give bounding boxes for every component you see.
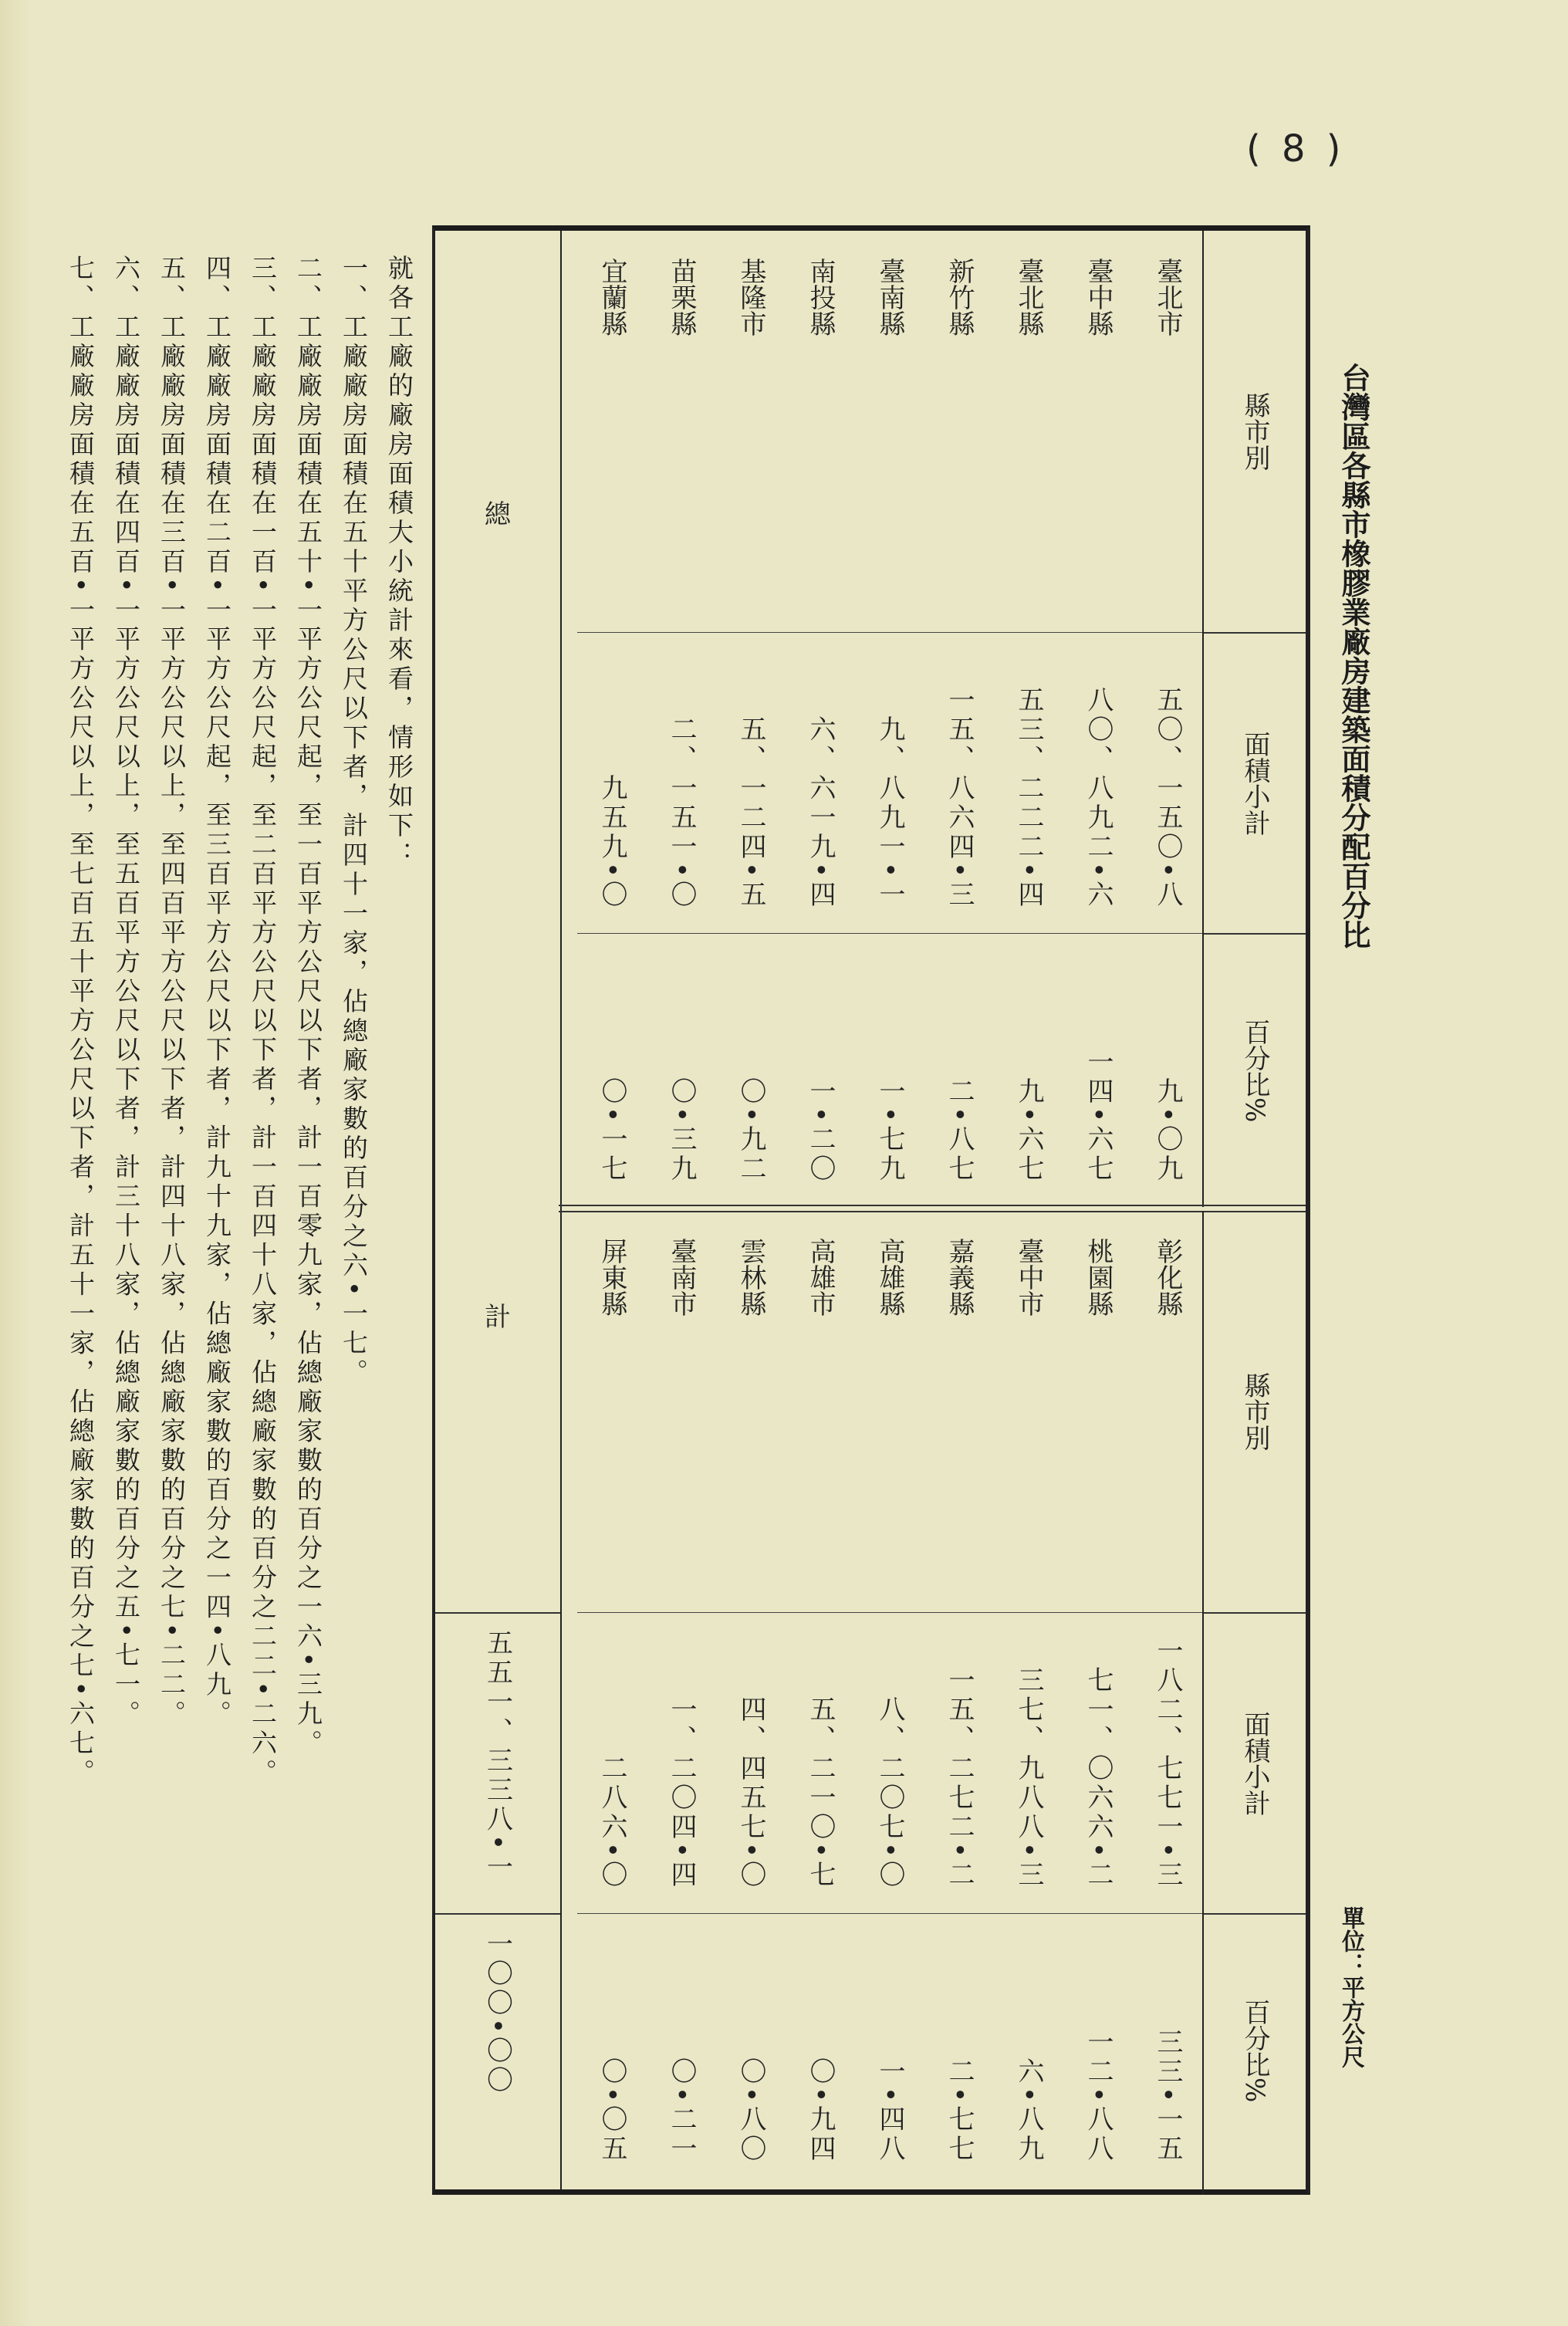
table-row (924, 231, 994, 1207)
table-row (786, 231, 855, 1207)
table-row (924, 1211, 994, 2195)
area-value: 六、六一九•四 (786, 632, 855, 933)
percent-value: 一•四八 (855, 1913, 924, 2187)
area-value: 一五、二七二•二 (924, 1612, 994, 1913)
region-name: 臺南縣 (874, 258, 905, 336)
region-name: 高雄市 (805, 1238, 836, 1317)
table-row (577, 231, 647, 1207)
percent-value: 〇•九四 (786, 1913, 855, 2187)
table-row (786, 1211, 855, 2195)
percent-value: 〇•九二 (716, 933, 786, 1207)
region-name: 臺北縣 (1013, 258, 1044, 336)
region-name: 臺北市 (1152, 258, 1183, 336)
area-value: 二八六•〇 (577, 1612, 647, 1913)
header-column-bottom (1202, 1211, 1306, 2195)
list-item: 五、工廠廠房面積在三百•一平方公尺以上，至四百平方公尺以下者，計四十八家，佔總廠家數的百分之七•二二。 (157, 255, 187, 1729)
area-value: 一五、八六四•三 (924, 632, 994, 933)
total-column (435, 231, 562, 2189)
header-column-top (1202, 231, 1306, 1207)
total-label-top: 總 (485, 499, 511, 530)
percent-value: 六•八九 (994, 1913, 1063, 2187)
percent-value: 九•六七 (994, 933, 1063, 1207)
area-value: 九五九•〇 (577, 632, 647, 933)
region-name: 基隆市 (735, 258, 766, 336)
percent-value: 一四•六七 (1063, 933, 1133, 1207)
list-item: 四、工廠廠房面積在二百•一平方公尺起，至三百平方公尺以下者，計九十九家，佔總廠家數的百分之一四•八九。 (202, 255, 232, 1729)
region-name: 新竹縣 (944, 258, 975, 336)
table-bottom-half (560, 1211, 1306, 2195)
area-value: 五、一二四•五 (716, 632, 786, 933)
area-value: 八〇、八九二•六 (1063, 632, 1133, 933)
list-item: 三、工廠廠房面積在一百•一平方公尺起，至二百平方公尺以下者，計一百四十八家，佔總廠家數的百分之二二•二六。 (248, 255, 278, 1788)
page-number: ( 8 ) (1246, 127, 1346, 171)
table-row (994, 1211, 1063, 2195)
table-row (1133, 231, 1202, 1207)
table-title: 台灣區各縣市橡膠業廠房建築面積分配百分比 (1337, 363, 1370, 949)
table-top-half (560, 231, 1306, 1207)
area-distribution-table (432, 225, 1310, 2195)
body-text (58, 255, 422, 2184)
region-name: 桃園縣 (1083, 1238, 1113, 1317)
area-value: 八、二〇七•〇 (855, 1612, 924, 1913)
percent-value: 二•七七 (924, 1913, 994, 2187)
percent-value: 〇•〇五 (577, 1913, 647, 2187)
table-row (716, 231, 786, 1207)
area-value: 五、二一〇•七 (786, 1612, 855, 1913)
area-value: 四、四五七•〇 (716, 1612, 786, 1913)
header-area: 面積小計 (1204, 1612, 1306, 1913)
header-region: 縣市別 (1239, 1372, 1270, 1451)
region-name: 屏東縣 (596, 1238, 627, 1317)
table-row (1133, 1211, 1202, 2195)
region-name: 雲林縣 (735, 1238, 766, 1317)
table-row (1063, 231, 1133, 1207)
area-value: 七一、〇六六•二 (1063, 1612, 1133, 1913)
percent-value: 九•〇九 (1133, 933, 1202, 1207)
region-name: 高雄縣 (874, 1238, 905, 1317)
table-row (647, 1211, 716, 2195)
header-region: 縣市別 (1239, 392, 1270, 471)
table-row (1063, 1211, 1133, 2195)
area-value: 三七、九八八•三 (994, 1612, 1063, 1913)
table-row (647, 231, 716, 1207)
total-percent-value: 一〇〇•〇〇 (435, 1913, 560, 2195)
header-percent: 百分比% (1204, 933, 1306, 1207)
area-value: 一八二、七七一•三 (1133, 1612, 1202, 1913)
region-name: 彰化縣 (1152, 1238, 1183, 1317)
area-value: 九、八九一•一 (855, 632, 924, 933)
percent-value: 〇•一七 (577, 933, 647, 1207)
table-row (994, 231, 1063, 1207)
percent-value: 二•八七 (924, 933, 994, 1207)
list-item: 二、工廠廠房面積在五十•一平方公尺起，至一百平方公尺以下者，計一百零九家，佔總廠家數的百分之一六•三九。 (293, 255, 323, 1759)
region-name: 臺南市 (666, 1238, 697, 1317)
percent-value: 〇•二一 (647, 1913, 716, 2187)
region-name: 宜蘭縣 (596, 258, 627, 336)
region-name: 嘉義縣 (944, 1238, 975, 1317)
percent-value: 三三•一五 (1133, 1913, 1202, 2187)
area-value: 一、二〇四•四 (647, 1612, 716, 1913)
region-name: 苗栗縣 (666, 258, 697, 336)
header-area: 面積小計 (1204, 632, 1306, 933)
total-area-value: 五五一、三三八•一 (435, 1612, 560, 1913)
header-percent: 百分比% (1204, 1913, 1306, 2187)
area-value: 五〇、一五〇•八 (1133, 632, 1202, 933)
table-row (855, 231, 924, 1207)
unit-label: 單位：平方公尺 (1337, 1906, 1364, 2068)
percent-value: 一•二〇 (786, 933, 855, 1207)
region-name: 臺中市 (1013, 1238, 1044, 1317)
region-name: 臺中縣 (1083, 258, 1113, 336)
percent-value: 一•七九 (855, 933, 924, 1207)
table-row (855, 1211, 924, 2195)
region-name: 南投縣 (805, 258, 836, 336)
table-row (716, 1211, 786, 2195)
list-item: 七、工廠廠房面積在五百•一平方公尺以上，至七百五十平方公尺以下者，計五十一家，佔總廠家數的百分之七•六七。 (66, 255, 96, 1788)
total-label-bottom: 計 (485, 1302, 511, 1333)
list-item: 六、工廠廠房面積在四百•一平方公尺以上，至五百平方公尺以下者，計三十八家，佔總廠家數的百分之五•七一。 (111, 255, 141, 1729)
area-value: 五三、二二二•四 (994, 632, 1063, 933)
list-item: 一、工廠廠房面積在五十平方公尺以下者，計四十一家，佔總廠家數的百分之六•一七。 (339, 255, 369, 1388)
percent-value: 〇•三九 (647, 933, 716, 1207)
intro-paragraph: 就各工廠的廠房面積大小統計來看，情形如下： (384, 255, 414, 871)
table-row (577, 1211, 647, 2195)
area-value: 二、一五一•〇 (647, 632, 716, 933)
percent-value: 〇•八〇 (716, 1913, 786, 2187)
percent-value: 一二•八八 (1063, 1913, 1133, 2187)
